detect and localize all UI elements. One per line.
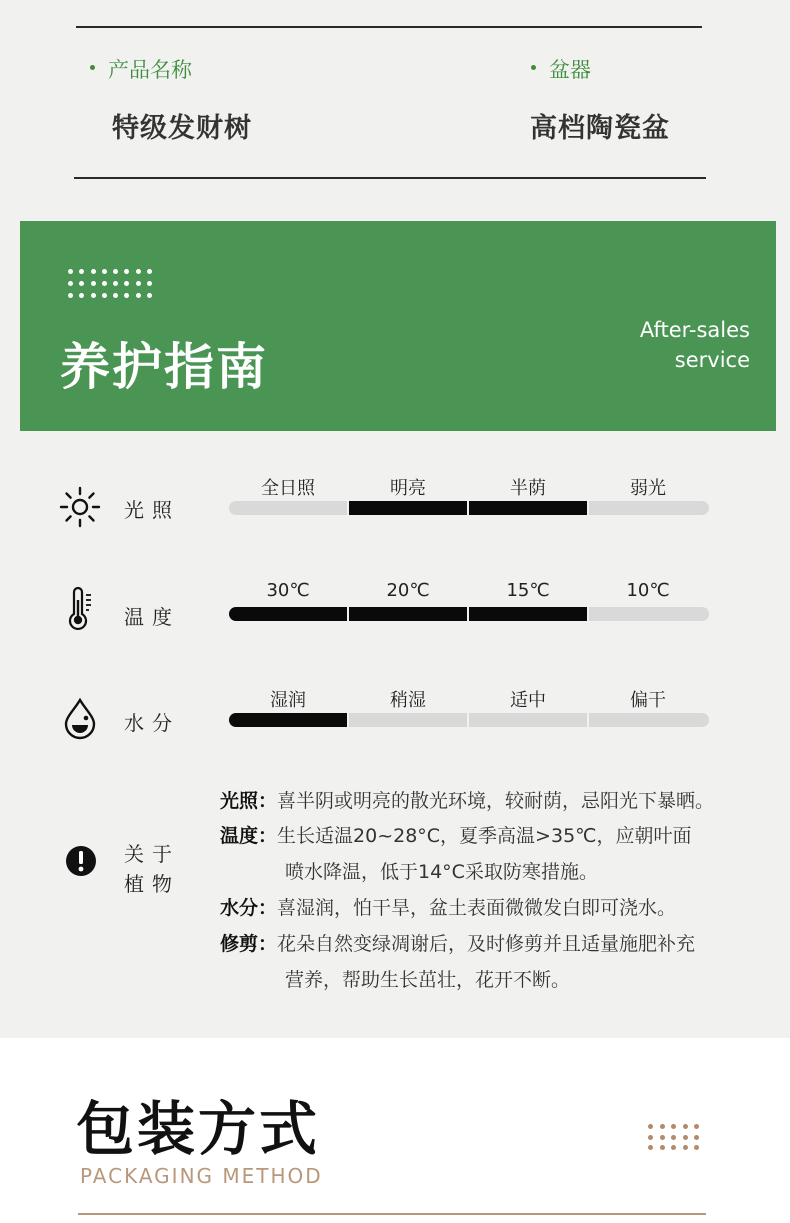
note-text: 喜湿润，怕干旱，盆土表面微微发白即可浇水。 xyxy=(277,897,677,919)
row-name-light: 光照 xyxy=(124,498,180,522)
dot-grid-decoration xyxy=(648,1124,706,1156)
bullet-dot xyxy=(90,65,95,70)
light-level-segment xyxy=(229,501,347,515)
water-level-segment xyxy=(349,713,467,727)
note-key: 水分： xyxy=(220,897,278,919)
product-name-value: 特级发财树 xyxy=(112,113,252,144)
note-text: 花朵自然变绿凋谢后，及时修剪并且适量施肥补充 xyxy=(277,933,696,955)
banner-subtitle-line1: After-sales xyxy=(639,318,750,342)
note-key: 修剪： xyxy=(220,933,278,955)
temperature-level-label: 20℃ xyxy=(386,580,430,601)
temperature-level-label: 10℃ xyxy=(626,580,670,601)
banner-subtitle-line2: service xyxy=(674,348,750,372)
sun-icon xyxy=(58,485,102,529)
light-level-label: 弱光 xyxy=(630,478,666,499)
water-level-label: 偏干 xyxy=(630,690,666,711)
packaging-subtitle: PACKAGING METHOD xyxy=(80,1164,323,1188)
water-level-segment xyxy=(229,713,347,727)
temperature-level-segment xyxy=(229,607,347,621)
pot-value: 高档陶瓷盆 xyxy=(530,113,670,144)
packaging-title: 包装方式 xyxy=(76,1095,321,1163)
note-water xyxy=(220,893,676,920)
pot-label: 盆器 xyxy=(549,58,591,82)
product-name-label: 产品名称 xyxy=(108,58,192,82)
banner-subtitle xyxy=(640,315,750,375)
light-level-segment xyxy=(469,501,587,515)
temperature-level-segment xyxy=(349,607,467,621)
dot-grid-decoration xyxy=(68,269,158,305)
light-level-label: 半荫 xyxy=(510,478,546,499)
water-level-label: 适中 xyxy=(510,690,546,711)
water-drop-icon xyxy=(58,696,102,740)
care-guide-banner xyxy=(20,221,776,431)
light-level-label: 全日照 xyxy=(261,478,315,499)
water-level-segment xyxy=(589,713,709,727)
water-level-label: 湿润 xyxy=(270,690,306,711)
packaging-divider xyxy=(78,1213,706,1215)
note-temperature-cont: 喷水降温，低于14°C采取防寒措施。 xyxy=(285,861,598,883)
note-temperature xyxy=(220,821,692,848)
note-key: 光照： xyxy=(220,790,278,812)
row-name-water: 水分 xyxy=(124,711,180,735)
light-level-segment xyxy=(589,501,709,515)
light-level-segment xyxy=(349,501,467,515)
about-label-line1: 关于 xyxy=(124,842,180,866)
banner-title: 养护指南 xyxy=(60,338,268,396)
bullet-dot xyxy=(531,65,536,70)
bottom-divider xyxy=(74,177,706,179)
note-light xyxy=(220,786,714,813)
about-label-line2: 植物 xyxy=(124,872,180,896)
note-text: 生长适温20~28°C，夏季高温>35℃，应朝叶面 xyxy=(277,825,692,847)
temperature-level-label: 15℃ xyxy=(506,580,550,601)
temperature-level-segment xyxy=(469,607,587,621)
thermometer-icon xyxy=(58,586,102,630)
light-level-label: 明亮 xyxy=(390,478,426,499)
temperature-level-label: 30℃ xyxy=(266,580,310,601)
water-level-segment xyxy=(469,713,587,727)
note-pruning xyxy=(220,929,695,956)
temperature-level-segment xyxy=(589,607,709,621)
water-level-label: 稍湿 xyxy=(390,690,426,711)
row-name-temperature: 温度 xyxy=(124,605,180,629)
note-text: 喜半阴或明亮的散光环境，较耐荫，忌阳光下暴晒。 xyxy=(277,790,715,812)
note-key: 温度： xyxy=(220,825,278,847)
top-divider xyxy=(76,26,702,28)
exclamation-icon xyxy=(64,844,98,878)
note-pruning-cont: 营养，帮助生长茁壮，花开不断。 xyxy=(285,969,571,991)
